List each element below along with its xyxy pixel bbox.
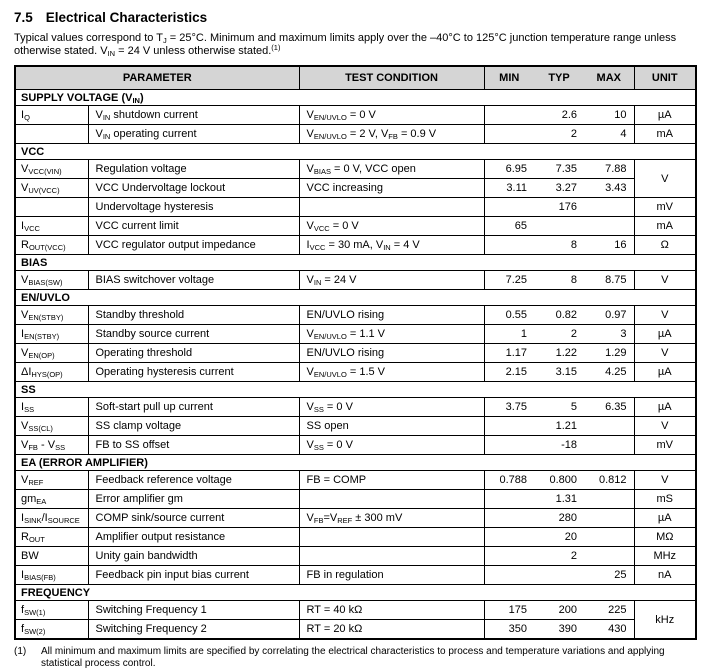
cell-test-condition: $I_{VCC} = 30$ mA, $V_{IN} = 4$ V	[299, 236, 484, 255]
cell-symbol: $gm_{EA}$	[15, 490, 88, 509]
cell-max: 1.29	[584, 344, 634, 363]
cell-min: 6.95	[484, 160, 534, 179]
cell-symbol: $V_{SS(CL)}$	[15, 417, 88, 436]
cell-unit: µA	[634, 398, 696, 417]
table-row	[15, 398, 696, 417]
cell-typ: 8	[534, 271, 584, 290]
cell-typ: 0.800	[534, 471, 584, 490]
cell-min: 0.55	[484, 306, 534, 325]
cell-parameter: Standby source current	[88, 325, 299, 344]
cell-test-condition: RT = 20 kΩ	[299, 620, 484, 640]
cell-min: 1	[484, 325, 534, 344]
cell-min	[484, 106, 534, 125]
table-row	[15, 417, 696, 436]
cell-parameter: $V_{IN}$ shutdown current	[88, 106, 299, 125]
cell-min: 7.25	[484, 271, 534, 290]
cell-typ: 176	[534, 198, 584, 217]
cell-parameter: Standby threshold	[88, 306, 299, 325]
table-row	[15, 125, 696, 144]
cell-parameter: $V_{IN}$ operating current	[88, 125, 299, 144]
cell-test-condition: $V_{VCC} = 0$ V	[299, 217, 484, 236]
cell-symbol: $V_{FB} - V_{SS}$	[15, 436, 88, 455]
cell-symbol: $V_{EN(OP)}$	[15, 344, 88, 363]
cell-symbol: $f_{SW(1)}$	[15, 601, 88, 620]
cell-parameter: Operating hysteresis current	[88, 363, 299, 382]
table-row	[15, 601, 696, 620]
cell-max: 4	[584, 125, 634, 144]
cell-min	[484, 528, 534, 547]
cell-symbol: $R_{OUT(VCC)}$	[15, 236, 88, 255]
cell-symbol: $I_{EN(STBY)}$	[15, 325, 88, 344]
cell-unit: µA	[634, 509, 696, 528]
cell-symbol: $\Delta I_{HYS(OP)}$	[15, 363, 88, 382]
section-number: 7.5	[14, 10, 33, 25]
cell-typ: 7.35	[534, 160, 584, 179]
cell-parameter: Operating threshold	[88, 344, 299, 363]
cell-test-condition	[299, 198, 484, 217]
cell-max: 0.97	[584, 306, 634, 325]
cell-min	[484, 509, 534, 528]
cell-typ	[534, 566, 584, 585]
cell-unit: mA	[634, 125, 696, 144]
cell-typ: 1.31	[534, 490, 584, 509]
section-title-cell: SUPPLY VOLTAGE $(V_{IN})$	[15, 90, 696, 106]
table-row	[15, 547, 696, 566]
cell-parameter: Error amplifier gm	[88, 490, 299, 509]
cell-unit: µA	[634, 363, 696, 382]
table-row	[15, 198, 696, 217]
cell-max: 16	[584, 236, 634, 255]
table-body	[15, 90, 696, 640]
table-row	[15, 436, 696, 455]
cell-max: 3	[584, 325, 634, 344]
cell-unit: V	[634, 306, 696, 325]
table-row	[15, 363, 696, 382]
section-title-cell: FREQUENCY	[15, 585, 696, 601]
col-header-typ: TYP	[534, 66, 584, 90]
cell-test-condition: $V_{SS} = 0$ V	[299, 398, 484, 417]
cell-typ: -18	[534, 436, 584, 455]
cell-symbol: $I_Q$	[15, 106, 88, 125]
cell-min	[484, 566, 534, 585]
cell-symbol: $V_{EN(STBY)}$	[15, 306, 88, 325]
cell-parameter: Undervoltage hysteresis	[88, 198, 299, 217]
cell-min	[484, 490, 534, 509]
section-header-row	[15, 255, 696, 271]
table-row	[15, 106, 696, 125]
cell-unit: V	[634, 344, 696, 363]
cell-test-condition: $V_{EN/UVLO} = 0$ V	[299, 106, 484, 125]
cell-max: 6.35	[584, 398, 634, 417]
cell-max: 430	[584, 620, 634, 640]
cell-unit: mV	[634, 436, 696, 455]
cell-typ: 5	[534, 398, 584, 417]
cell-typ: 3.27	[534, 179, 584, 198]
table-header-row	[15, 66, 696, 90]
cell-min: 175	[484, 601, 534, 620]
col-header-test-condition: TEST CONDITION	[299, 66, 484, 90]
cell-max	[584, 417, 634, 436]
cell-test-condition: RT = 40 kΩ	[299, 601, 484, 620]
cell-unit: MHz	[634, 547, 696, 566]
cell-symbol: $I_{BIAS(FB)}$	[15, 566, 88, 585]
cell-symbol	[15, 198, 88, 217]
cell-parameter: Feedback pin input bias current	[88, 566, 299, 585]
cell-max: 3.43	[584, 179, 634, 198]
cell-test-condition: FB in regulation	[299, 566, 484, 585]
cell-test-condition: $V_{IN} = 24$ V	[299, 271, 484, 290]
cell-min	[484, 436, 534, 455]
cell-typ: 20	[534, 528, 584, 547]
cell-test-condition: EN/UVLO rising	[299, 306, 484, 325]
section-header-row	[15, 290, 696, 306]
cell-parameter: Switching Frequency 2	[88, 620, 299, 640]
cell-symbol: BW	[15, 547, 88, 566]
cell-parameter: SS clamp voltage	[88, 417, 299, 436]
section-header-row	[15, 382, 696, 398]
cell-test-condition: EN/UVLO rising	[299, 344, 484, 363]
section-header-row	[15, 90, 696, 106]
section-header-row	[15, 585, 696, 601]
cell-parameter: VCC current limit	[88, 217, 299, 236]
cell-symbol	[15, 125, 88, 144]
section-title-cell: EN/UVLO	[15, 290, 696, 306]
cell-min: 65	[484, 217, 534, 236]
col-header-parameter: PARAMETER	[15, 66, 299, 90]
cell-max: 10	[584, 106, 634, 125]
cell-min	[484, 547, 534, 566]
footnote	[14, 646, 695, 670]
cell-test-condition: $V_{EN/UVLO} = 1.1$ V	[299, 325, 484, 344]
table-row	[15, 620, 696, 640]
cell-max: 7.88	[584, 160, 634, 179]
cell-symbol: $V_{VCC(VIN)}$	[15, 160, 88, 179]
footnote-number: (1)	[14, 646, 27, 657]
cell-typ: 3.15	[534, 363, 584, 382]
table-row	[15, 160, 696, 179]
cell-max	[584, 490, 634, 509]
cell-min: 350	[484, 620, 534, 640]
cell-unit: V	[634, 160, 696, 198]
cell-test-condition: $V_{BIAS} = 0$ V, VCC open	[299, 160, 484, 179]
cell-typ: 1.21	[534, 417, 584, 436]
cell-max	[584, 198, 634, 217]
cell-parameter: VCC Undervoltage lockout	[88, 179, 299, 198]
section-title-cell: VCC	[15, 144, 696, 160]
cell-parameter: Soft-start pull up current	[88, 398, 299, 417]
cell-min	[484, 198, 534, 217]
col-header-min: MIN	[484, 66, 534, 90]
intro-text: Typical values correspond to $T_J = 25^\circ C$. Minimum and maximum limits apply over the –40°C to 125°C junction temperature range unless otherwise stated. $V_{IN} = 24$ V unless otherwise stated.$^{(1)}$	[14, 32, 677, 58]
cell-typ: 200	[534, 601, 584, 620]
table-row	[15, 528, 696, 547]
cell-min	[484, 125, 534, 144]
cell-unit: nA	[634, 566, 696, 585]
cell-min: 3.11	[484, 179, 534, 198]
cell-min	[484, 236, 534, 255]
cell-typ: 8	[534, 236, 584, 255]
cell-typ: 2.6	[534, 106, 584, 125]
cell-typ	[534, 217, 584, 236]
cell-symbol: $f_{SW(2)}$	[15, 620, 88, 640]
cell-min: 0.788	[484, 471, 534, 490]
table-row	[15, 566, 696, 585]
cell-unit: V	[634, 271, 696, 290]
cell-parameter: Amplifier output resistance	[88, 528, 299, 547]
cell-unit: V	[634, 471, 696, 490]
cell-min	[484, 417, 534, 436]
footnote-text: All minimum and maximum limits are specified by correlating the electrical characteristics to process and temperature variations and applying statistical process control.	[41, 646, 665, 669]
table-row	[15, 344, 696, 363]
cell-symbol: $R_{OUT}$	[15, 528, 88, 547]
cell-max	[584, 547, 634, 566]
section-title-cell: SS	[15, 382, 696, 398]
table-row	[15, 509, 696, 528]
cell-test-condition: $V_{EN/UVLO} = 1.5$ V	[299, 363, 484, 382]
cell-unit: µA	[634, 106, 696, 125]
cell-max: 4.25	[584, 363, 634, 382]
table-row	[15, 179, 696, 198]
cell-test-condition: FB = COMP	[299, 471, 484, 490]
cell-symbol: $I_{SS}$	[15, 398, 88, 417]
cell-unit: µA	[634, 325, 696, 344]
cell-max: 8.75	[584, 271, 634, 290]
col-header-max: MAX	[584, 66, 634, 90]
section-header-row	[15, 144, 696, 160]
cell-unit: Ω	[634, 236, 696, 255]
cell-parameter: Unity gain bandwidth	[88, 547, 299, 566]
cell-max	[584, 217, 634, 236]
cell-max	[584, 509, 634, 528]
cell-typ: 2	[534, 547, 584, 566]
cell-min: 2.15	[484, 363, 534, 382]
cell-max: 25	[584, 566, 634, 585]
table-row	[15, 217, 696, 236]
cell-min: 3.75	[484, 398, 534, 417]
cell-typ: 1.22	[534, 344, 584, 363]
cell-typ: 390	[534, 620, 584, 640]
electrical-characteristics-table	[14, 65, 697, 640]
cell-unit: mS	[634, 490, 696, 509]
cell-parameter: Feedback reference voltage	[88, 471, 299, 490]
table-row	[15, 236, 696, 255]
cell-typ: 2	[534, 125, 584, 144]
table-row	[15, 271, 696, 290]
cell-parameter: FB to SS offset	[88, 436, 299, 455]
cell-unit: MΩ	[634, 528, 696, 547]
section-title-cell: BIAS	[15, 255, 696, 271]
cell-typ: 2	[534, 325, 584, 344]
cell-test-condition: SS open	[299, 417, 484, 436]
cell-unit: mA	[634, 217, 696, 236]
cell-typ: 0.82	[534, 306, 584, 325]
cell-parameter: BIAS switchover voltage	[88, 271, 299, 290]
cell-typ: 280	[534, 509, 584, 528]
section-title: Electrical Characteristics	[45, 10, 208, 25]
section-title-cell: EA (ERROR AMPLIFIER)	[15, 455, 696, 471]
cell-test-condition: $V_{EN/UVLO} = 2$ V, $V_{FB} = 0.9$ V	[299, 125, 484, 144]
section-header-row	[15, 455, 696, 471]
cell-test-condition: $V_{FB}=V_{REF} \pm 300$ mV	[299, 509, 484, 528]
cell-unit: V	[634, 417, 696, 436]
cell-test-condition	[299, 528, 484, 547]
cell-parameter: COMP sink/source current	[88, 509, 299, 528]
table-row	[15, 471, 696, 490]
cell-symbol: $V_{BIAS(SW)}$	[15, 271, 88, 290]
table-row	[15, 306, 696, 325]
cell-test-condition: VCC increasing	[299, 179, 484, 198]
table-row	[15, 490, 696, 509]
cell-test-condition	[299, 490, 484, 509]
col-header-unit: UNIT	[634, 66, 696, 90]
table-row	[15, 325, 696, 344]
cell-max: 225	[584, 601, 634, 620]
cell-max: 0.812	[584, 471, 634, 490]
cell-test-condition	[299, 547, 484, 566]
cell-symbol: $I_{VCC}$	[15, 217, 88, 236]
cell-max	[584, 436, 634, 455]
section-heading	[14, 10, 695, 25]
cell-symbol: $V_{REF}$	[15, 471, 88, 490]
cell-parameter: Switching Frequency 1	[88, 601, 299, 620]
cell-parameter: VCC regulator output impedance	[88, 236, 299, 255]
cell-max	[584, 528, 634, 547]
cell-parameter: Regulation voltage	[88, 160, 299, 179]
cell-unit: kHz	[634, 601, 696, 640]
cell-test-condition: $V_{SS} = 0$ V	[299, 436, 484, 455]
cell-min: 1.17	[484, 344, 534, 363]
cell-unit: mV	[634, 198, 696, 217]
cell-symbol: $V_{UV(VCC)}$	[15, 179, 88, 198]
cell-symbol: $I_{SINK}/I_{SOURCE}$	[15, 509, 88, 528]
